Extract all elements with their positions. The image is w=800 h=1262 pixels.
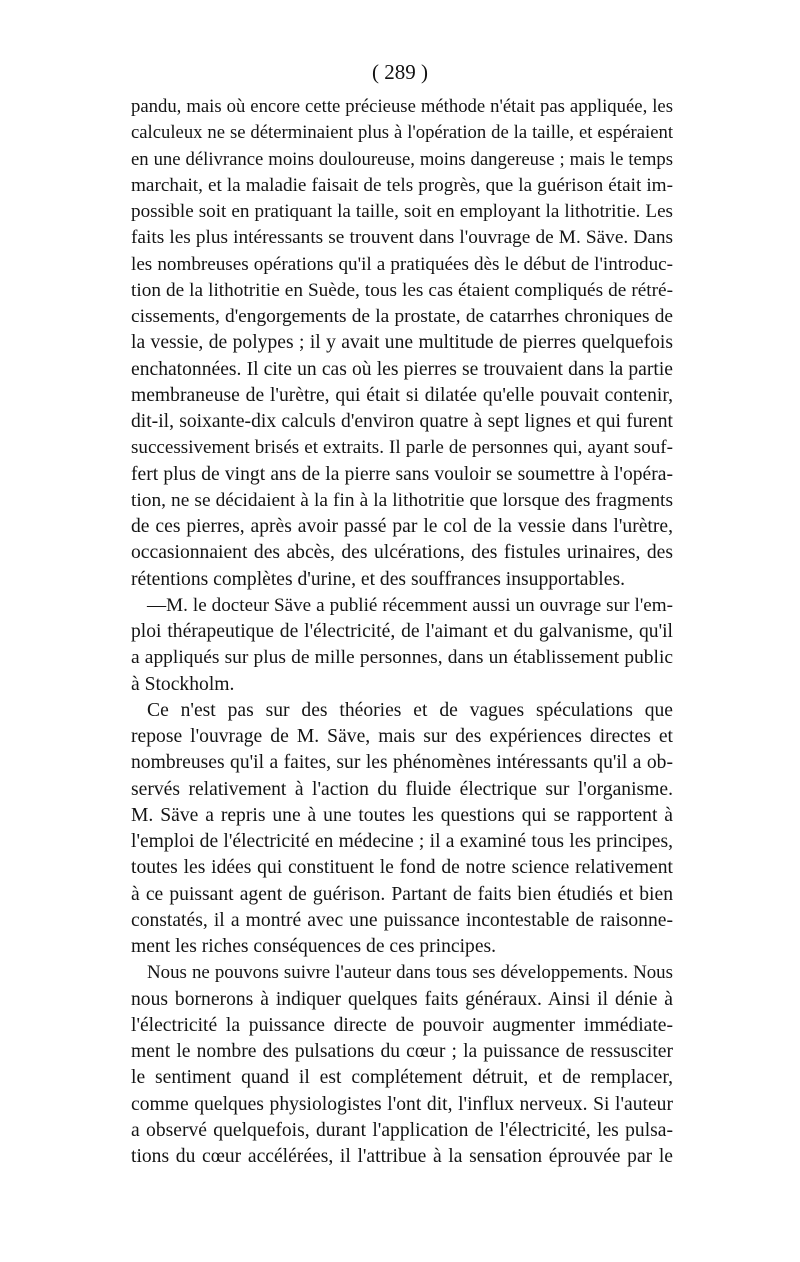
- text-line: Ce n'est pas sur des théories et de vagues spéculations que: [147, 699, 673, 721]
- page-number: ( 289 ): [372, 60, 428, 84]
- text-line: ment les riches conséquences de ces principes.: [131, 936, 497, 957]
- text-line: rétentions complètes d'urine, et des souffrances insupportables.: [131, 568, 625, 590]
- text-line: —M. le docteur Säve a publié récemment aussi un ouvrage sur l'em-: [147, 594, 673, 616]
- text-line: la vessie, de polypes ; il y avait une multitude de pierres quelquefois: [131, 332, 673, 354]
- text-line: cissements, d'engorgements de la prostate, de catarrhes chroniques de: [131, 306, 673, 327]
- text-line: calculeux ne se déterminaient plus à l'opération de la taille, et espéraient: [131, 122, 673, 144]
- text-line: ment le nombre des pulsations du cœur ; la puissance de ressusciter: [131, 1041, 673, 1062]
- text-line: l'électricité la puissance directe de pouvoir augmenter immédiate-: [131, 1014, 673, 1036]
- text-line: dit-il, soixante-dix calculs d'environ quatre à sept lignes et qui furent: [131, 411, 673, 432]
- body-text: [131, 94, 673, 1170]
- text-line: à Stockholm.: [131, 673, 235, 695]
- text-line: nous bornerons à indiquer quelques faits généraux. Ainsi il dénie à: [131, 988, 673, 1010]
- text-line: faits les plus intéressants se trouvent dans l'ouvrage de M. Säve. Dans: [131, 227, 673, 249]
- text-line: M. Säve a repris une à une toutes les questions qui se rapportent à: [131, 804, 673, 826]
- text-line: à ce puissant agent de guérison. Partant de faits bien étudiés et bien: [131, 883, 673, 905]
- text-line: servés relativement à l'action du fluide électrique sur l'organisme.: [131, 778, 673, 800]
- text-line: comme quelques physiologistes l'ont dit, l'influx nerveux. Si l'auteur: [131, 1093, 673, 1115]
- text-line: en une délivrance moins douloureuse, moins dangereuse ; mais le temps: [131, 148, 673, 170]
- text-line: de ces pierres, après avoir passé par le col de la vessie dans l'urètre,: [131, 516, 673, 537]
- text-line: occasionnaient des abcès, des ulcérations, des fistules urinaires, des: [131, 542, 673, 564]
- text-line: tion, ne se décidaient à la fin à la lithotritie que lorsque des fragments: [131, 489, 673, 511]
- text-line: successivement brisés et extraits. Il parle de personnes qui, ayant souf-: [131, 437, 673, 459]
- text-line: nombreuses qu'il a faites, sur les phénomènes intéressants qu'il a ob-: [131, 752, 673, 774]
- text-line: pandu, mais où encore cette précieuse méthode n'était pas appliquée, les: [131, 96, 673, 117]
- text-line: toutes les idées qui constituent le fond de notre science relativement: [131, 857, 673, 879]
- text-line: membraneuse de l'urètre, qui était si dilatée qu'elle pouvait contenir,: [131, 384, 673, 406]
- text-line: marchait, et la maladie faisait de tels progrès, que la guérison était im-: [131, 174, 673, 196]
- text-line: possible soit en pratiquant la taille, soit en employant la lithotritie. Les: [131, 201, 673, 222]
- text-line: tion de la lithotritie en Suède, tous les cas étaient compliqués de rétré-: [131, 279, 673, 301]
- text-line: le sentiment quand il est complétement détruit, et de remplacer,: [131, 1067, 673, 1089]
- text-line: ploi thérapeutique de l'électricité, de l'aimant et du galvanisme, qu'il: [131, 621, 673, 642]
- text-line: a observé quelquefois, durant l'application de l'électricité, les pulsa-: [131, 1119, 673, 1141]
- text-line: Nous ne pouvons suivre l'auteur dans tous ses développements. Nous: [147, 962, 673, 984]
- text-line: l'emploi de l'électricité en médecine ; il a examiné tous les principes,: [131, 831, 673, 852]
- text-line: fert plus de vingt ans de la pierre sans vouloir se soumettre à l'opéra-: [131, 463, 673, 485]
- text-line: les nombreuses opérations qu'il a pratiquées dès le début de l'introduc-: [131, 253, 673, 275]
- text-line: a appliqués sur plus de mille personnes, dans un établissement public: [131, 647, 673, 669]
- text-line: enchatonnées. Il cite un cas où les pierres se trouvaient dans la partie: [131, 358, 673, 380]
- text-line: constatés, il a montré avec une puissance incontestable de raisonne-: [131, 909, 673, 931]
- text-line: tions du cœur accélérées, il l'attribue à la sensation éprouvée par le: [131, 1146, 673, 1167]
- text-line: repose l'ouvrage de M. Säve, mais sur des expériences directes et: [131, 726, 673, 747]
